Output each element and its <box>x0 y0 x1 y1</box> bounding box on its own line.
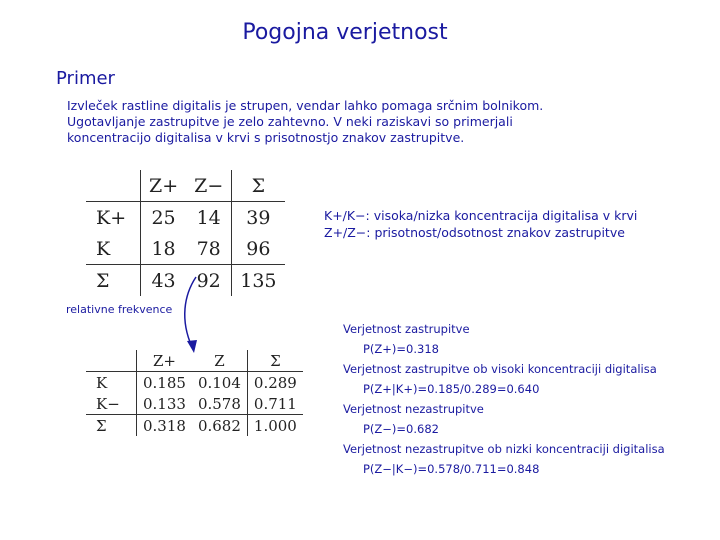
table-cell: 0.578 <box>192 393 247 415</box>
table-cell: 25 <box>151 206 176 229</box>
row-header: K <box>86 233 141 265</box>
probability-label: Verjetnost zastrupitve <box>343 322 470 336</box>
table-cell: 0.711 <box>247 393 302 415</box>
probability-value: P(Z+)=0.318 <box>363 342 439 356</box>
probability-label: Verjetnost nezastrupitve ob nizki koncentraciji digitalisa <box>343 442 665 456</box>
frequency-table <box>86 350 303 436</box>
probability-value: P(Z−)=0.682 <box>363 422 439 436</box>
table-cell: 0.318 <box>143 416 186 435</box>
col-header: Z+ <box>141 170 187 202</box>
table-cell: 0.185 <box>143 373 186 392</box>
table-cell: 43 <box>151 269 176 292</box>
table-cell: 14 <box>186 202 232 234</box>
row-header: Σ <box>86 415 137 437</box>
col-header: Z+ <box>137 350 192 372</box>
curved-arrow-icon <box>170 275 210 355</box>
corner-cell <box>86 170 141 202</box>
table-cell: 78 <box>186 233 232 265</box>
row-header: Σ <box>86 265 141 297</box>
table-cell: 0.104 <box>192 372 247 394</box>
arrow-label: relativne frekvence <box>66 303 173 316</box>
legend-line: Z+/Z−: prisotnost/odsotnost znakov zastrupitve <box>324 225 625 240</box>
legend <box>324 207 637 241</box>
intro-line: Ugotavljanje zastrupitve je zelo zahtevno. V neki raziskavi so primerjali <box>67 114 513 129</box>
slide-title: Pogojna verjetnost <box>242 20 448 45</box>
table-cell: 92 <box>186 265 232 297</box>
table-cell: 18 <box>141 233 187 265</box>
table-cell: 0.289 <box>253 373 297 392</box>
probability-label: Verjetnost zastrupitve ob visoki koncentraciji digitalisa <box>343 362 657 376</box>
col-header: Σ <box>247 350 302 372</box>
legend-line: K+/K−: visoka/nizka koncentracija digitalisa v krvi <box>324 208 638 223</box>
corner-cell <box>86 350 137 372</box>
slide-subtitle: Primer <box>56 68 115 89</box>
intro-line: koncentracijo digitalisa v krvi s prisotnostjo znakov zastrupitve. <box>67 130 465 145</box>
table-cell: 1.000 <box>253 416 297 435</box>
probability-label: Verjetnost nezastrupitve <box>343 402 484 416</box>
probability-value: P(Z+|K+)=0.185/0.289=0.640 <box>363 382 540 396</box>
col-header: Z− <box>186 170 232 202</box>
table-cell: 0.682 <box>192 415 247 437</box>
table-cell: 39 <box>246 206 271 229</box>
col-header: Z <box>192 350 247 372</box>
table-cell: 96 <box>232 233 285 265</box>
row-header: K <box>86 372 137 394</box>
table-cell: 0.133 <box>137 393 192 415</box>
probability-value: P(Z−|K−)=0.578/0.711=0.848 <box>363 462 540 476</box>
probability-list <box>343 319 665 479</box>
table-cell: 135 <box>240 269 277 292</box>
row-header: K+ <box>86 202 141 234</box>
row-header: K− <box>86 393 137 415</box>
col-header: Σ <box>232 170 285 202</box>
intro-line: Izvleček rastline digitalis je strupen, vendar lahko pomaga srčnim bolnikom. <box>67 98 544 113</box>
intro-paragraph <box>67 98 667 146</box>
